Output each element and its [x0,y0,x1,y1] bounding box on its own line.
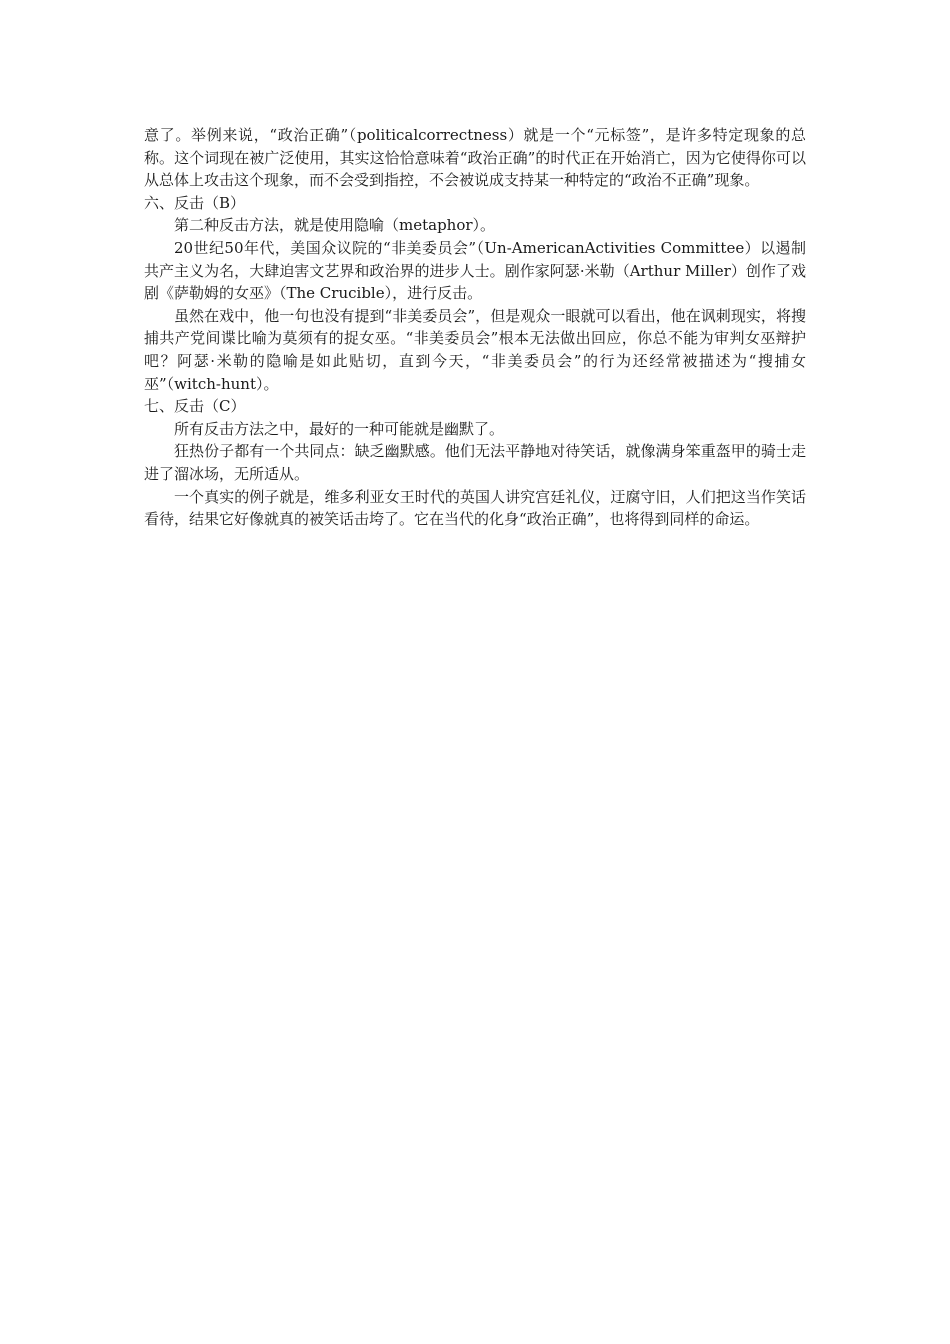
paragraph: 第二种反击方法，就是使用隐喻（metaphor）。 [174,216,496,235]
document-body [144,124,806,531]
paragraph: 20世纪50年代，美国众议院的“非美委员会”（Un-AmericanActivities Committee）以遏制共产主义为名，大肆迫害文艺界和政治界的进步人士。剧作家阿瑟·米勒（Arthur Miller）创作了戏剧《萨勒姆的女巫》（The Crucible），进行反击。 [144,238,806,303]
paragraph: 狂热份子都有一个共同点：缺乏幽默感。他们无法平静地对待笑话，就像满身笨重盔甲的骑士走进了溜冰场，无所适从。 [144,442,806,483]
paragraph: 一个真实的例子就是，维多利亚女王时代的英国人讲究宫廷礼仪，迂腐守旧，人们把这当作笑话看待，结果它好像就真的被笑话击垮了。它在当代的化身“政治正确”，也将得到同样的命运。 [144,487,806,529]
paragraph: 所有反击方法之中，最好的一种可能就是幽默了。 [174,419,505,438]
paragraph: 虽然在戏中，他一句也没有提到“非美委员会”，但是观众一眼就可以看出，他在讽刺现实，将搜捕共产党间谍比喻为莫须有的捉女巫。“非美委员会”根本无法做出回应，你总不能为审判女巫辩护吧？阿瑟·米勒的隐喻是如此贴切，直到今天，“非美委员会”的行为还经常被描述为“搜捕女巫”（witch-hunt）。 [144,306,806,393]
section-heading-six: 六、反击（B） [144,193,246,212]
paragraph-continuation: 意了。举例来说，“政治正确”（politicalcorrectness）就是一个“元标签”，是许多特定现象的总称。这个词现在被广泛使用，其实这恰恰意味着“政治正确”的时代正在开始消亡，因为它使得你可以从总体上攻击这个现象，而不会受到指控，不会被说成支持某一种特定的“政治不正确”现象。 [144,126,806,190]
section-heading-seven: 七、反击（C） [144,397,246,416]
